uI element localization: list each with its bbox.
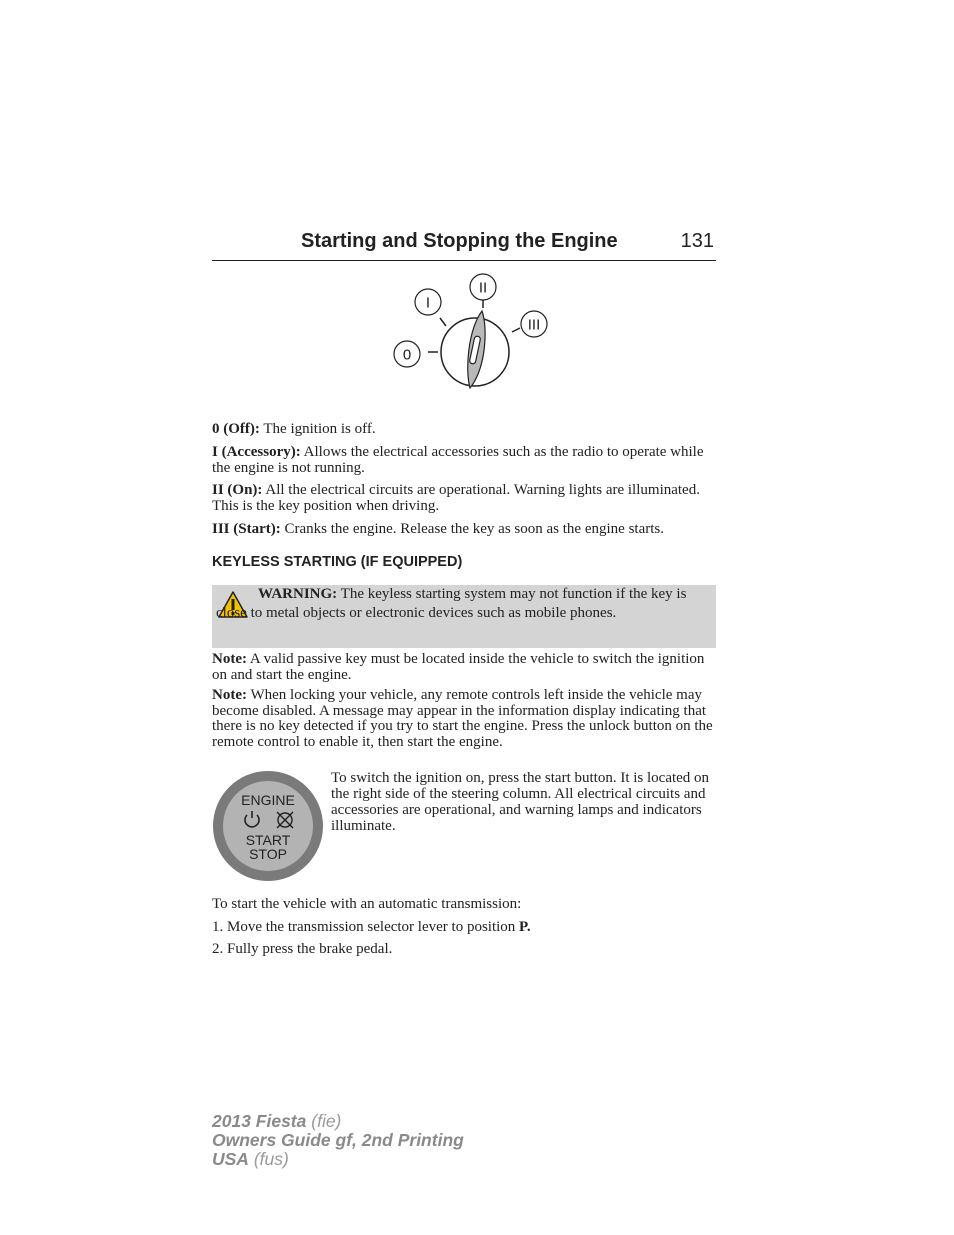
switch-ignition-text: To switch the ignition on, press the start button. It is located on the right side of the steering column. All electrical circuits and accessories are operational, and warning lamps and indicators illuminate. <box>331 770 710 834</box>
position-off: 0 (Off): The ignition is off. <box>212 421 376 437</box>
keyless-starting-heading: KEYLESS STARTING (IF EQUIPPED) <box>212 554 463 570</box>
warning-box <box>212 585 716 648</box>
page-header <box>212 228 716 261</box>
step-2: 2. Fully press the brake pedal. <box>212 941 393 957</box>
footer-line-2: Owners Guide gf, 2nd Printing <box>212 1130 464 1150</box>
position-on: II (On): All the electrical circuits are operational. Warning lights are illuminated. This is the key position when driving. <box>212 482 700 514</box>
footer-line-3: USA (fus) <box>212 1149 289 1169</box>
position-start: III (Start): Cranks the engine. Release the key as soon as the engine starts. <box>212 521 664 537</box>
button-label-engine: ENGINE <box>241 792 295 808</box>
automatic-intro: To start the vehicle with an automatic transmission: <box>212 896 522 912</box>
footer-line-1: 2013 Fiesta (fie) <box>212 1111 342 1131</box>
page-title: Starting and Stopping the Engine <box>301 230 618 252</box>
note-passive-key: Note: A valid passive key must be located inside the vehicle to switch the ignition on and start the engine. <box>212 651 705 683</box>
label-accessory: I <box>425 294 431 312</box>
button-label-start: START <box>245 832 291 848</box>
label-on: II <box>478 279 488 297</box>
ignition-diagram <box>388 268 553 393</box>
footer <box>212 1112 464 1169</box>
warning-text: WARNING: The keyless starting system may not function if the key is close to metal objects or electronic devices such as mobile phones. <box>216 586 687 621</box>
page-number: 131 <box>680 230 714 252</box>
label-off: 0 <box>402 346 412 364</box>
engine-start-stop-button <box>211 771 325 882</box>
step-1: 1. Move the transmission selector lever to position P. <box>212 919 531 935</box>
note-remote-controls: Note: When locking your vehicle, any remote controls left inside the vehicle may become disabled. A message may appear in the information display indicating that there is no key detected if you try to start the engine. Press the unlock button on the remote control to enable it, then start the engine. <box>212 687 713 750</box>
position-accessory: I (Accessory): Allows the electrical accessories such as the radio to operate while the engine is not running. <box>212 444 704 476</box>
button-label-stop: STOP <box>249 846 287 862</box>
label-start: III <box>527 316 541 334</box>
